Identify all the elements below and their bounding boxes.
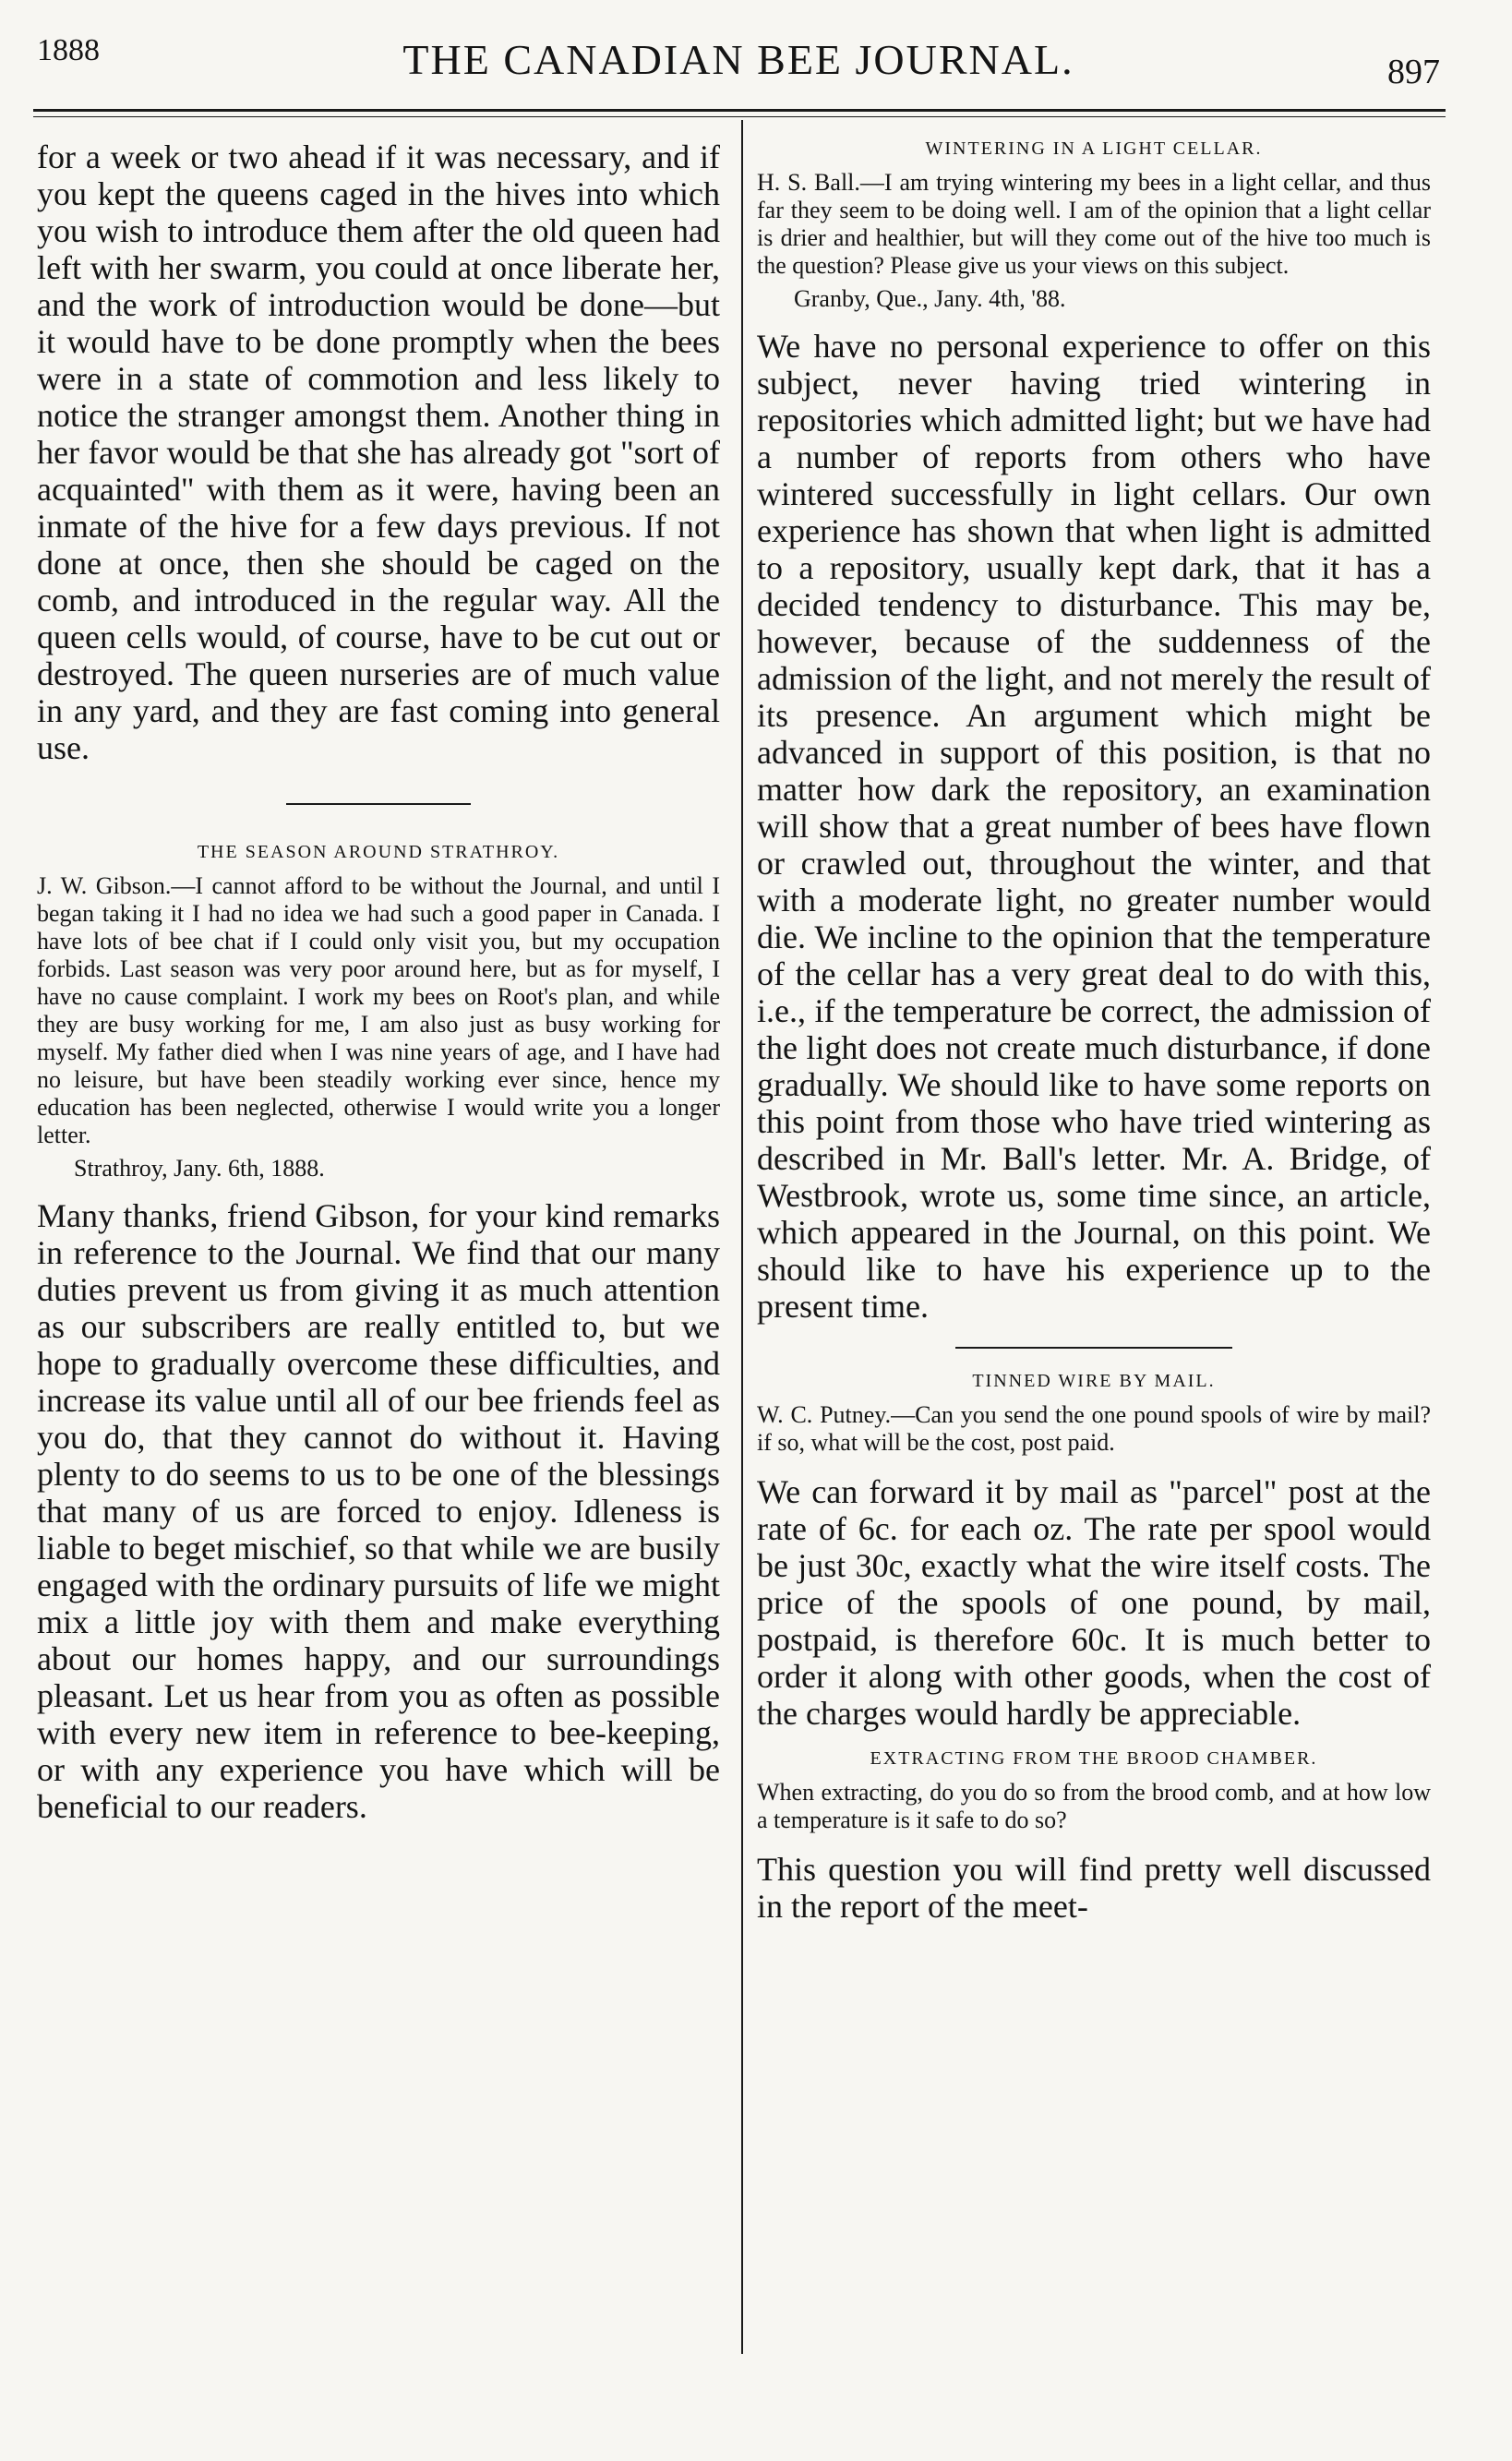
letter-ball: H. S. Ball.—I am trying wintering my bees in a light cellar, and thus far they seem to be doing well. I am of the opinion that a light cellar is drier and healthier, but will they come out of the hive too much is the question? Please give us your views on this subject.: [757, 169, 1431, 279]
editor-reply-extracting: This question you will find pretty well discussed in the report of the meet-: [757, 1851, 1431, 1925]
header-rule-thin: [33, 116, 1446, 117]
column-divider: [741, 120, 743, 2354]
section-heading-strathroy: THE SEASON AROUND STRATHROY.: [197, 842, 560, 862]
section-heading-tinned-wire: TINNED WIRE BY MAIL.: [972, 1371, 1216, 1391]
section-divider: [286, 803, 471, 805]
section-divider: [955, 1347, 1232, 1349]
editor-reply-ball: We have no personal experience to offer on this subject, never having tried wintering in repositories which admitted light; but we have had a number of reports from others who have wintered successfully in light cellars. Our own experience has shown that when light is admitted to a repository, usually kept dark, that it has a decided tendency to disturbance. This may be, however, because of the suddenness of the admission of the light, and not merely the result of its presence. An argument which might be advanced in support of this position, is that no matter how dark the repository, an examination will show that a great number of bees have flown or crawled out, throughout the winter, and that with a moderate light, no greater number would die. We incline to the opinion that the temperature of the cellar has a very great deal to do with this, i.e., if the temperature be correct, the admission of the light does not create much disturbance, if done gradually. We should like to have some reports on this point from those who have tried wintering as described in Mr. Ball's letter. Mr. A. Bridge, of Westbrook, wrote us, some time since, an article, which appeared in the Journal, on this point. We should like to have his experience up to the present time.: [757, 328, 1431, 1325]
letter-signoff-ball: Granby, Que., Jany. 4th, '88.: [794, 285, 1066, 312]
letter-signoff-gibson: Strathroy, Jany. 6th, 1888.: [74, 1155, 325, 1182]
header-rule: [33, 109, 1446, 112]
page-number: 897: [1387, 53, 1440, 91]
section-heading-light-cellar: WINTERING IN A LIGHT CELLAR.: [925, 138, 1263, 159]
letter-extracting: When extracting, do you do so from the brood comb, and at how low a temperature is it safe to do so?: [757, 1779, 1431, 1833]
letter-gibson: J. W. Gibson.—I cannot afford to be without the Journal, and until I began taking it I had no idea we had such a good paper in Canada. I have lots of bee chat if I could only visit you, but my occupation forbids. Last season was very poor around here, but as for myself, I have no cause complaint. I work my bees on Root's plan, and while they are busy working for me, I am also just as busy working for myself. My father died when I was nine years of age, and I have had no leisure, but have been steadily working ever since, hence my education has been neglected, otherwise I would write you a longer letter.: [37, 872, 720, 1148]
editor-reply-gibson: Many thanks, friend Gibson, for your kind remarks in reference to the Journal. We find that our many duties prevent us from giving it as much attention as our subscribers are really entitled to, but we hope to gradually overcome these difficulties, and increase its value until all of our bee friends feel as you do, that they cannot do without it. Having plenty to do seems to us to be one of the blessings that many of us are forced to enjoy. Idleness is liable to beget mischief, so that while we are busily engaged with the ordinary pursuits of life we might mix a little joy with them and make everything about our homes happy, and our surroundings pleasant. Let us hear from you as often as possible with every new item in reference to bee-keeping, or with any experience you have which will be beneficial to our readers.: [37, 1197, 720, 1825]
left-column: [37, 138, 720, 1825]
section-heading-brood-chamber: EXTRACTING FROM THE BROOD CHAMBER.: [870, 1748, 1318, 1769]
letter-putney: W. C. Putney.—Can you send the one pound spools of wire by mail? if so, what will be the cost, post paid.: [757, 1401, 1431, 1456]
editor-reply-putney: We can forward it by mail as "parcel" post at the rate of 6c. for each oz. The rate per spool would be just 30c, exactly what the wire itself costs. The price of the spools of one pound, by mail, postpaid, is therefore 60c. It is much better to order it along with other goods, when the cost of the charges would hardly be appreciable.: [757, 1473, 1431, 1732]
continued-paragraph: for a week or two ahead if it was necessary, and if you kept the queens caged in the hives into which you wish to introduce them after the old queen had left with her swarm, you could at once liberate her, and the work of introduction would be done—but it would have to be done promptly when the bees were in a state of commotion and less likely to notice the stranger amongst them. Another thing in her favor would be that she has already got "sort of acquainted" with them as it were, having been an inmate of the hive for a few days previous. If not done at once, then she should be caged on the comb, and introduced in the regular way. All the queen cells would, of course, have to be cut out or destroyed. The queen nurseries are of much value in any yard, and they are fast coming into general use.: [37, 138, 720, 766]
header-year: 1888: [37, 33, 100, 67]
page-header: [37, 26, 1440, 90]
journal-title: THE CANADIAN BEE JOURNAL.: [402, 36, 1074, 83]
right-column: [757, 138, 1431, 1925]
